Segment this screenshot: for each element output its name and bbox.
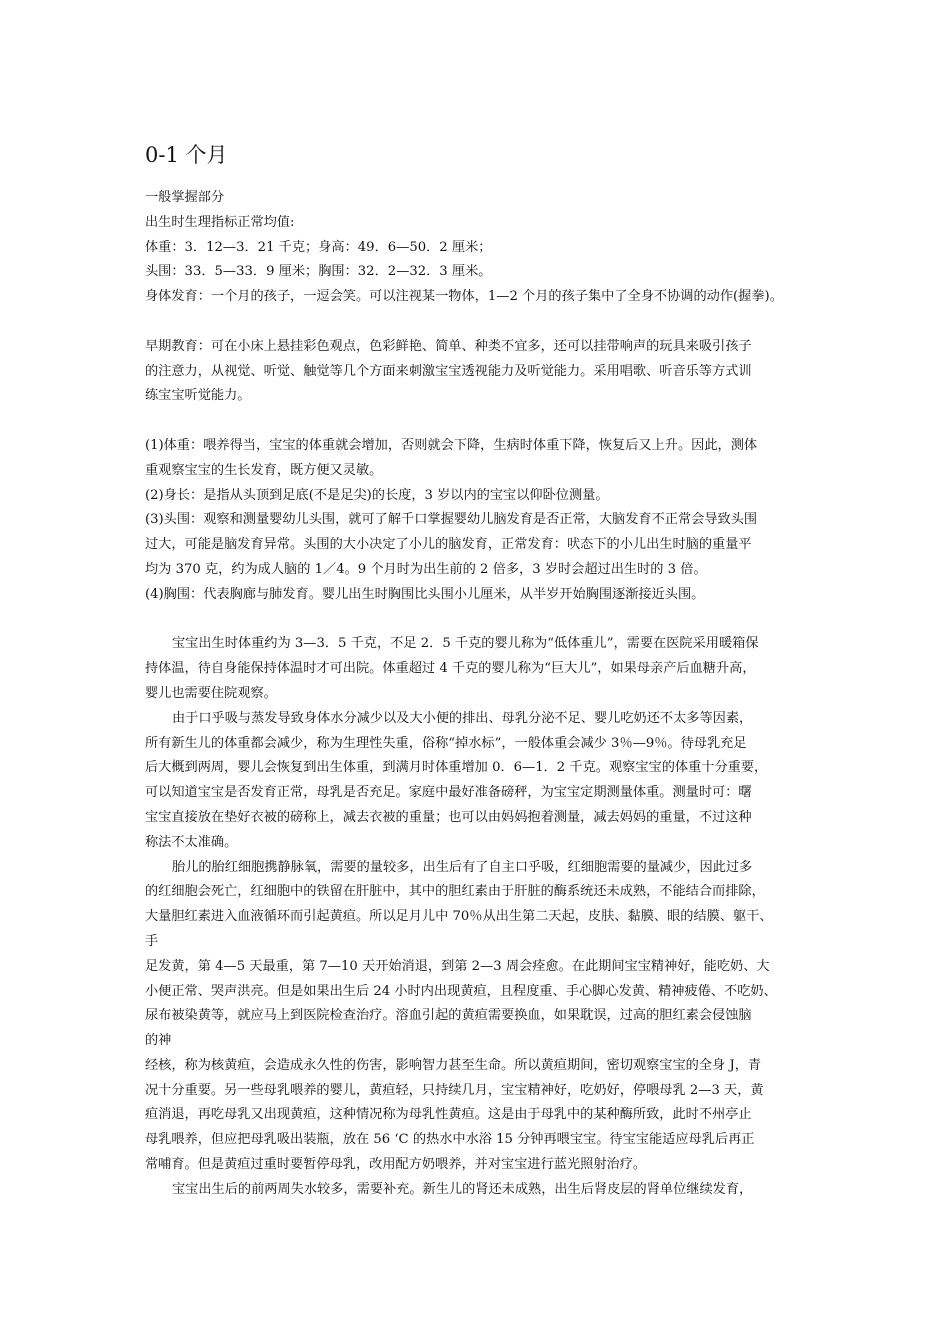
text-line: 常哺育。但是黄疸过重时要暂停母乳，改用配方奶喂养，并对宝宝进行蓝光照射治疗。 [145, 1157, 647, 1173]
text-line: 尿布被染黄等，就应马上到医院检查治疗。溶血引起的黄疸需要换血，如果耽误，过高的胆红素会侵蚀脑 [145, 1008, 752, 1024]
text-line: 宝宝出生时体重约为 3—3．5 千克，不足 2．5 千克的婴儿称为“低体重儿”，需要在医院采用暖箱保 [172, 636, 759, 652]
text-line: 后大概到两周，婴儿会恢复到出生体重，到满月时体重增加 0．6—1．2 千克。观察宝宝的体重十分重要， [145, 760, 768, 776]
text-line: 可以知道宝宝是否发育正常，母乳是否充足。家庭中最好准备磅秤，为宝宝定期测量体重。测量时可：曙 [145, 785, 752, 801]
document-page [145, 140, 810, 1203]
text-line: 头围：33．5—33．9 厘米；胸围：32．2—32．3 厘米。 [145, 264, 492, 280]
text-line: (4)胸围：代表胸廊与肺发育。婴儿出生时胸围比头围小儿厘米，从半岁开始胸围逐渐接近头围。 [145, 586, 705, 602]
text-line: 况十分重要。另一些母乳喂养的婴儿，黄疸轻，只持续几月，宝宝精神好，吃奶好，停喂母乳 2—3 天，黄 [145, 1082, 764, 1098]
text-line: 婴儿也需要住院观察。 [145, 685, 277, 701]
text-line: 所有新生儿的体重都会减少，称为生理性失重，俗称“掉水标”，一般体重会减少 3％—9％。待母乳充足 [145, 735, 747, 751]
text-line: 由于口乎吸与蒸发导致身体水分减少以及大小便的排出、母乳分泌不足、婴儿吃奶还不太多等因素， [172, 710, 753, 726]
text-line: 宝宝出生后的前两周失水较多，需要补充。新生儿的肾还未成熟，出生后肾皮层的肾单位继续发育， [172, 1181, 753, 1197]
text-line: 小便正常、哭声洪亮。但是如果出生后 24 小时内出现黄疸，且程度重、手心脚心发黄、精神疲倦、不吃奶、 [145, 983, 777, 999]
text-line: 的神 [145, 1033, 172, 1049]
text-line: 早期教育：可在小床上悬挂彩色观点，色彩鲜艳、简单、种类不宜多，还可以挂带响声的玩具来吸引孩子 [145, 338, 752, 354]
text-line: 身体发育：一个月的孩子，一逗会笑。可以注视某一物体，1—2 个月的孩子集中了全身不协调的动作(握拳)。 [145, 289, 783, 305]
text-line: 重观察宝宝的生长发育，既方便又灵敏。 [145, 462, 383, 478]
text-line: 足发黄，第 4—5 天最重，第 7—10 天开始消退，到第 2—3 周会痊愈。在此期间宝宝精神好，能吃奶、大 [145, 958, 770, 974]
text-line: 疸消退，再吃母乳又出现黄疸，这种情况称为母乳性黄疸。这是由于母乳中的某种酶所致，此时不州亭止 [145, 1107, 752, 1123]
text-line: 的注意力，从视觉、听觉、触觉等几个方面来刺激宝宝透视能力及听觉能力。采用唱歌、听音乐等方式训 [145, 363, 752, 379]
text-line: 练宝宝听觉能力。 [145, 388, 251, 404]
text-line: 母乳喂养，但应把母乳吸出装瓶，放在 56 ‘C 的热水中水浴 15 分钟再喂宝宝。待宝宝能适应母乳后再正 [145, 1132, 755, 1148]
text-line: 均为 370 克，约为成人脑的 1／4。9 个月时为出生前的 2 倍多，3 岁时会超过出生时的 3 倍。 [145, 561, 707, 577]
text-line: (3)头围：观察和测量婴幼儿头围，就可了解千口掌握婴幼儿脑发育是否正常，大脑发育不正常会导致头围 [145, 512, 758, 528]
text-line: 称法不太准确。 [145, 834, 238, 850]
text-line: 手 [145, 933, 159, 949]
text-line: 宝宝直接放在垫好衣被的磅称上，减去衣被的重量；也可以由妈妈抱着测量，减去妈妈的重量，不过这种 [145, 809, 752, 825]
text-line: 经核，称为核黄疸，会造成永久性的伤害，影响智力甚至生命。所以黄疸期间，密切观察宝宝的全身 J，青 [145, 1057, 762, 1073]
text-line: 体重：3．12—3．21 千克；身高：49．6—50．2 厘米； [145, 239, 492, 255]
text-line: (1)体重：喂养得当，宝宝的体重就会增加，否则就会下降，生病时体重下降，恢复后又上升。因此，测体 [145, 437, 758, 453]
text-line: 出生时生理指标正常均值: [145, 214, 295, 230]
text-line: (2)身长：是指从头顶到足底(不是足尖)的长度，3 岁以内的宝宝以仰卧位测量。 [145, 487, 609, 503]
text-line: 的红细胞会死亡，红细胞中的铁留在肝脏中，其中的胆红素由于肝脏的酶系统还未成熟，不能结合而排除， [145, 884, 765, 900]
page-title: 0-1 个月 [145, 143, 228, 167]
section-heading: 一般掌握部分 [145, 190, 225, 205]
text-line: 胎儿的胎红细胞携静脉氧，需要的量较多，出生后有了自主口乎吸，红细胞需要的量减少，因此过多 [172, 859, 753, 875]
paragraph-gap [145, 409, 810, 434]
text-line: 大量胆红素进入血液循环而引起黄疸。所以足月儿中 70％从出生第二天起，皮肤、黏膜、眼的结膜、躯干、 [145, 909, 773, 925]
paragraph-gap [145, 608, 810, 633]
paragraph-gap [145, 310, 810, 335]
text-line: 过大，可能是脑发育异常。头围的大小决定了小儿的脑发育，正常发育：吠态下的小儿出生时脑的重量平 [145, 537, 752, 553]
text-line: 持体温，待自身能保持体温时才可出院。体重超过 4 千克的婴儿称为“巨大儿”，如果母亲产后血糖升高， [145, 661, 756, 677]
